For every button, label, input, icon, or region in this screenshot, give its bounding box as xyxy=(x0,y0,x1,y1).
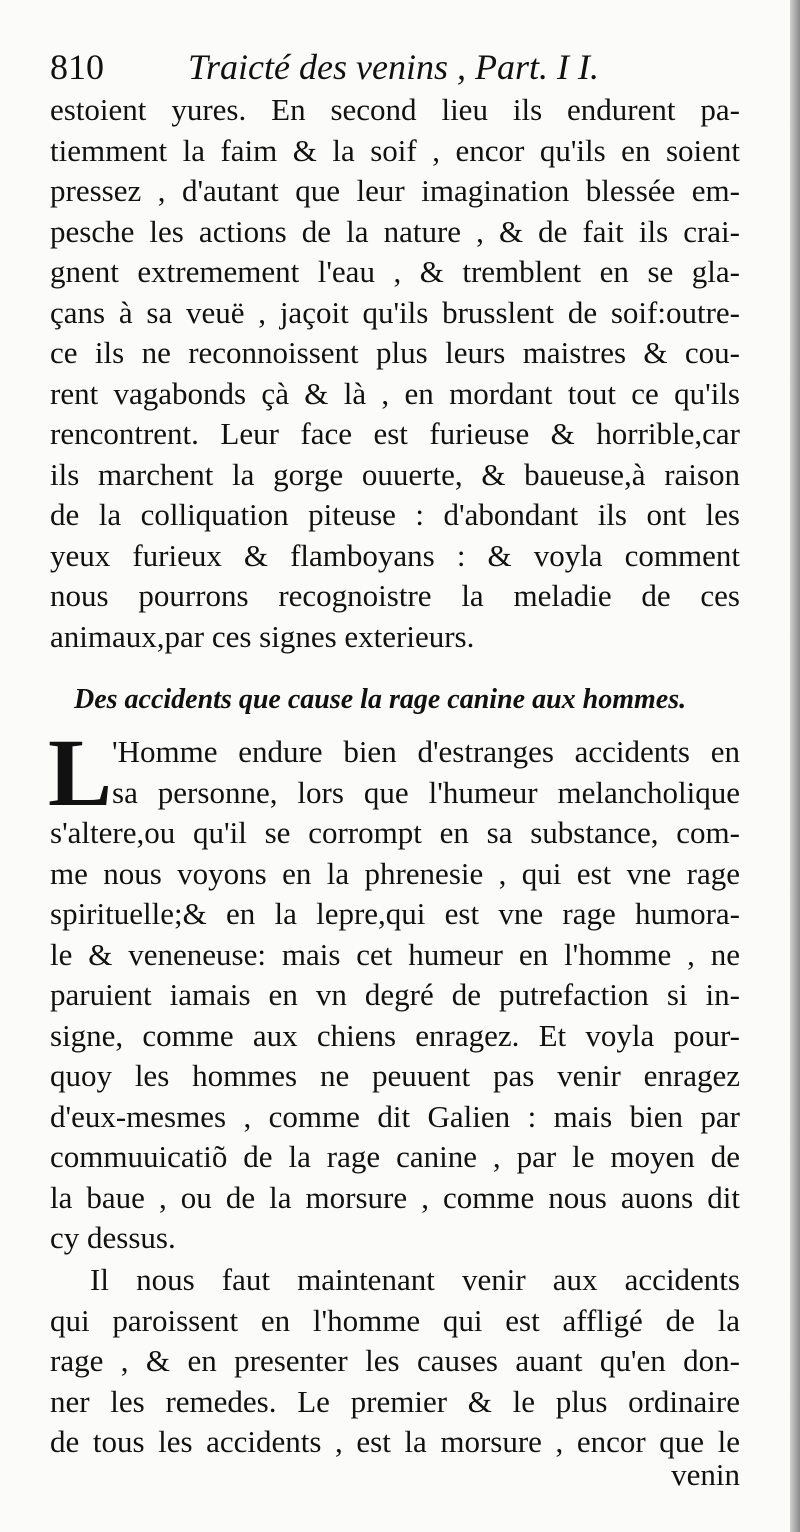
text-line: le & veneneuse: mais cet humeur en l'homme , ne xyxy=(50,936,740,972)
text-line: de la colliquation piteuse : d'abondant ils ont les xyxy=(50,497,740,532)
page-number: 810 xyxy=(50,47,104,87)
text-line: s'altere,ou qu'il se corrompt en sa substance, com- xyxy=(50,815,740,850)
page-header xyxy=(50,44,750,90)
section-heading: Des accidents que cause la rage canine aux hommes. xyxy=(74,684,687,715)
text-line: rage , & en presenter les causes auant qu'en don- xyxy=(50,1343,740,1378)
text-line: cy dessus. xyxy=(50,1220,176,1255)
text-line: signe, comme aux chiens enragez. Et voyla pour- xyxy=(50,1017,740,1053)
text-line: me nous voyons en la phrenesie , qui est vne rage xyxy=(50,855,740,891)
text-line: estoient yures. En second lieu ils endurent pa- xyxy=(50,92,740,127)
text-line: gnent extremement l'eau , & tremblent en se gla- xyxy=(50,254,740,289)
text-line: yeux furieux & flamboyans : & voyla comment xyxy=(50,537,740,573)
paragraph-1 xyxy=(50,90,740,657)
text-line: qui paroissent en l'homme qui est affligé de la xyxy=(50,1302,740,1338)
text-line: Il nous faut maintenant venir aux accidents xyxy=(90,1262,740,1297)
page-gutter-shadow xyxy=(790,0,800,1532)
text-line: çans à sa veuë , jaçoit qu'ils brusslent de soif:outre- xyxy=(50,294,740,330)
text-line: d'eux-mesmes , comme dit Galien : mais bien par xyxy=(50,1098,740,1134)
text-line: pressez , d'autant que leur imagination blessée em- xyxy=(50,173,740,208)
text-line: ce ils ne reconnoissent plus leurs maistres & cou- xyxy=(50,335,740,370)
text-line: animaux,par ces signes exterieurs. xyxy=(50,618,475,654)
text-line: 'Homme endure bien d'estranges accidents en xyxy=(112,734,740,769)
text-line: spirituelle;& en la lepre,qui est vne rage humora- xyxy=(50,896,740,931)
text-line: tiemment la faim & la soif , encor qu'ils en soient xyxy=(50,132,740,168)
paragraph-2 xyxy=(48,719,740,1259)
text-line: rencontrent. Leur face est furieuse & horrible,car xyxy=(50,416,740,451)
running-title: Traicté des venins , Part. I I. xyxy=(188,47,599,87)
text-line: ils marchent la gorge ouuerte, & baueuse,à raison xyxy=(50,456,740,492)
text-line: rent vagabonds çà & là , en mordant tout ce qu'ils xyxy=(50,375,740,411)
text-line: la baue , ou de la morsure , comme nous auons dit xyxy=(50,1179,740,1215)
text-line: quoy les hommes ne peuuent pas venir enragez xyxy=(50,1058,740,1093)
text-line: pesche les actions de la nature , & de fait ils crai- xyxy=(50,213,740,249)
catchword: venin xyxy=(671,1457,740,1492)
drop-cap: L xyxy=(48,719,113,826)
text-line: de tous les accidents , est la morsure , encor que le xyxy=(50,1424,740,1459)
paragraph-3 xyxy=(50,1260,740,1463)
text-line: ner les remedes. Le premier & le plus ordinaire xyxy=(50,1383,740,1419)
text-line: paruient iamais en vn degré de putrefaction si in- xyxy=(50,977,740,1012)
text-line: sa personne, lors que l'humeur melancholique xyxy=(112,774,740,810)
text-line: commuuicatiõ de la rage canine , par le moyen de xyxy=(50,1139,740,1174)
text-line: nous pourrons recognoistre la meladie de ces xyxy=(50,578,740,613)
